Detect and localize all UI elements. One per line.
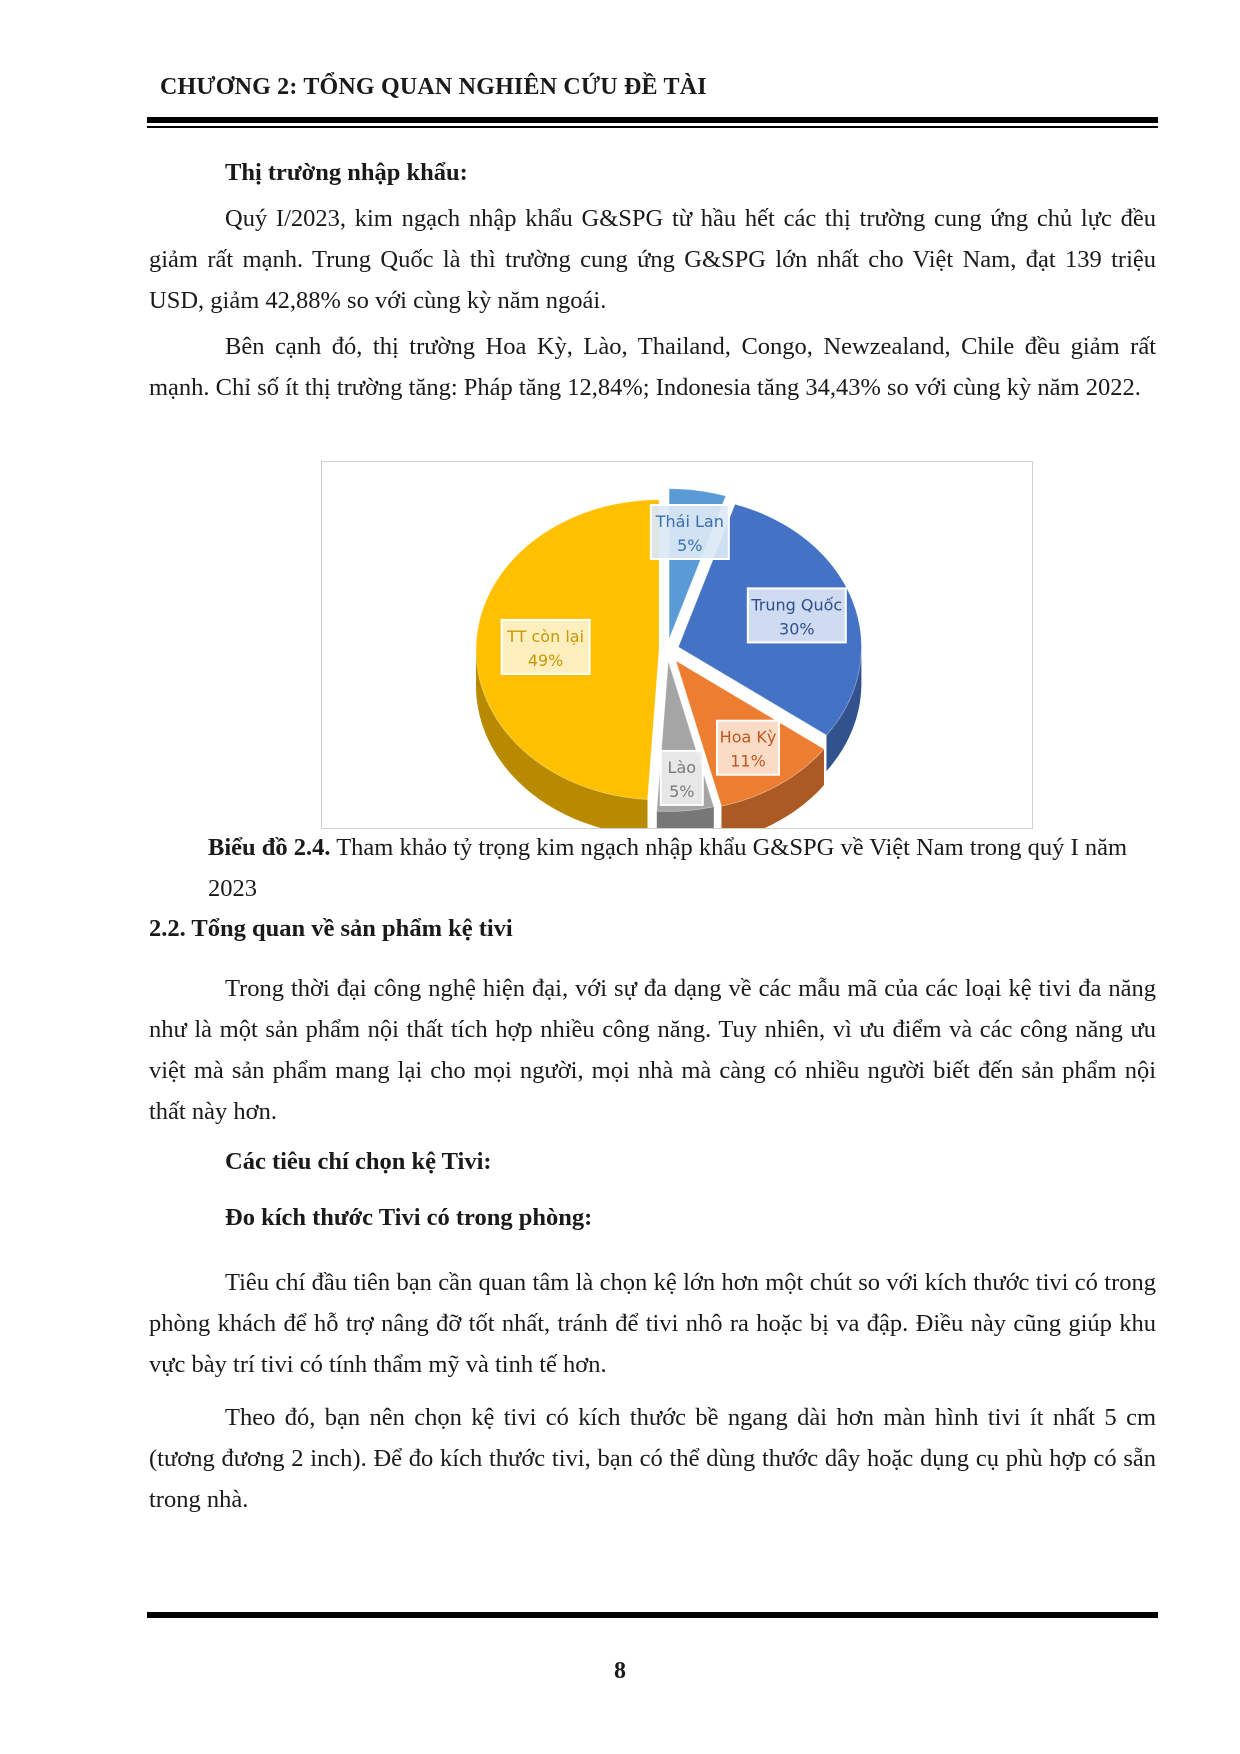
import-market-heading: Thị trường nhập khẩu: xyxy=(225,159,468,186)
figure-caption-label: Biểu đồ 2.4. xyxy=(208,834,331,861)
pie-label-name: Trung Quốc xyxy=(751,595,843,615)
pie-label-4 xyxy=(502,620,590,674)
pie-label-0 xyxy=(651,505,729,559)
page-number: 8 xyxy=(614,1658,626,1684)
pie-label-value: 5% xyxy=(677,536,703,555)
header-rule-thin xyxy=(147,126,1158,128)
pie-label-name: Hoa Kỳ xyxy=(719,727,777,747)
pie-label-1 xyxy=(748,588,846,642)
tv-paragraph-2: Tiêu chí đầu tiên bạn cần quan tâm là chọn kệ lớn hơn một chút so với kích thước tivi có trong phòng khách để hỗ trợ nâng đỡ tốt nhất, tránh để tivi nhô ra hoặc bị va đập. Điều này cũng giúp khu vực bày trí tivi có tính thẩm mỹ và tinh tế hơn. xyxy=(149,1269,1156,1378)
figure-caption-text: Tham khảo tỷ trọng kim ngạch nhập khẩu G&SPG về Việt Nam trong quý I năm 2023 xyxy=(208,834,1128,902)
section-heading-tv: 2.2. Tổng quan về sản phẩm kệ tivi xyxy=(149,915,513,942)
chapter-title: CHƯƠNG 2: TỔNG QUAN NGHIÊN CỨU ĐỀ TÀI xyxy=(160,74,707,100)
tv-paragraph-3: Theo đó, bạn nên chọn kệ tivi có kích thước bề ngang dài hơn màn hình tivi ít nhất 5 cm (tương đương 2 inch). Để đo kích thước tivi, bạn có thể dùng thước dây hoặc dụng cụ phù hợp có sẵn trong nhà. xyxy=(149,1404,1156,1513)
criteria-heading: Các tiêu chí chọn kệ Tivi: xyxy=(225,1148,492,1175)
tv-paragraph-1: Trong thời đại công nghệ hiện đại, với sự đa dạng về các mẫu mã của các loại kệ tivi đa năng như là một sản phẩm nội thất tích hợp nhiều công năng. Tuy nhiên, vì ưu điểm và các công năng ưu việt mà sản phẩm mang lại cho mọi người, mọi nhà mà càng có nhiều người biết đến sản phẩm nội thất này hơn. xyxy=(149,975,1156,1125)
pie-label-3 xyxy=(661,751,703,805)
pie-label-name: Lào xyxy=(667,757,697,777)
footer-rule xyxy=(147,1612,1158,1618)
header-rule xyxy=(147,117,1158,123)
import-paragraph-1: Quý I/2023, kim ngạch nhập khẩu G&SPG từ hầu hết các thị trường cung ứng chủ lực đều giảm rất mạnh. Trung Quốc là thì trường cung ứng G&SPG lớn nhất cho Việt Nam, đạt 139 triệu USD, giảm 42,88% so với cùng kỳ năm ngoái. xyxy=(149,205,1156,314)
pie-chart xyxy=(321,461,1033,829)
pie-chart-svg xyxy=(322,462,1032,828)
pie-label-name: Thái Lan xyxy=(655,512,724,531)
pie-label-value: 30% xyxy=(779,619,815,639)
figure-caption xyxy=(208,827,1148,909)
import-paragraph-2: Bên cạnh đó, thị trường Hoa Kỳ, Lào, Thailand, Congo, Newzealand, Chile đều giảm rất mạnh. Chỉ số ít thị trường tăng: Pháp tăng 12,84%; Indonesia tăng 34,43% so với cùng kỳ năm 2022. xyxy=(149,333,1156,401)
pie-label-name: TT còn lại xyxy=(507,626,585,646)
pie-label-2 xyxy=(717,721,779,775)
pie-label-value: 49% xyxy=(527,650,564,670)
measure-heading: Đo kích thước Tivi có trong phòng: xyxy=(225,1204,593,1231)
pie-label-value: 5% xyxy=(669,781,695,801)
pie-label-value: 11% xyxy=(730,751,766,771)
